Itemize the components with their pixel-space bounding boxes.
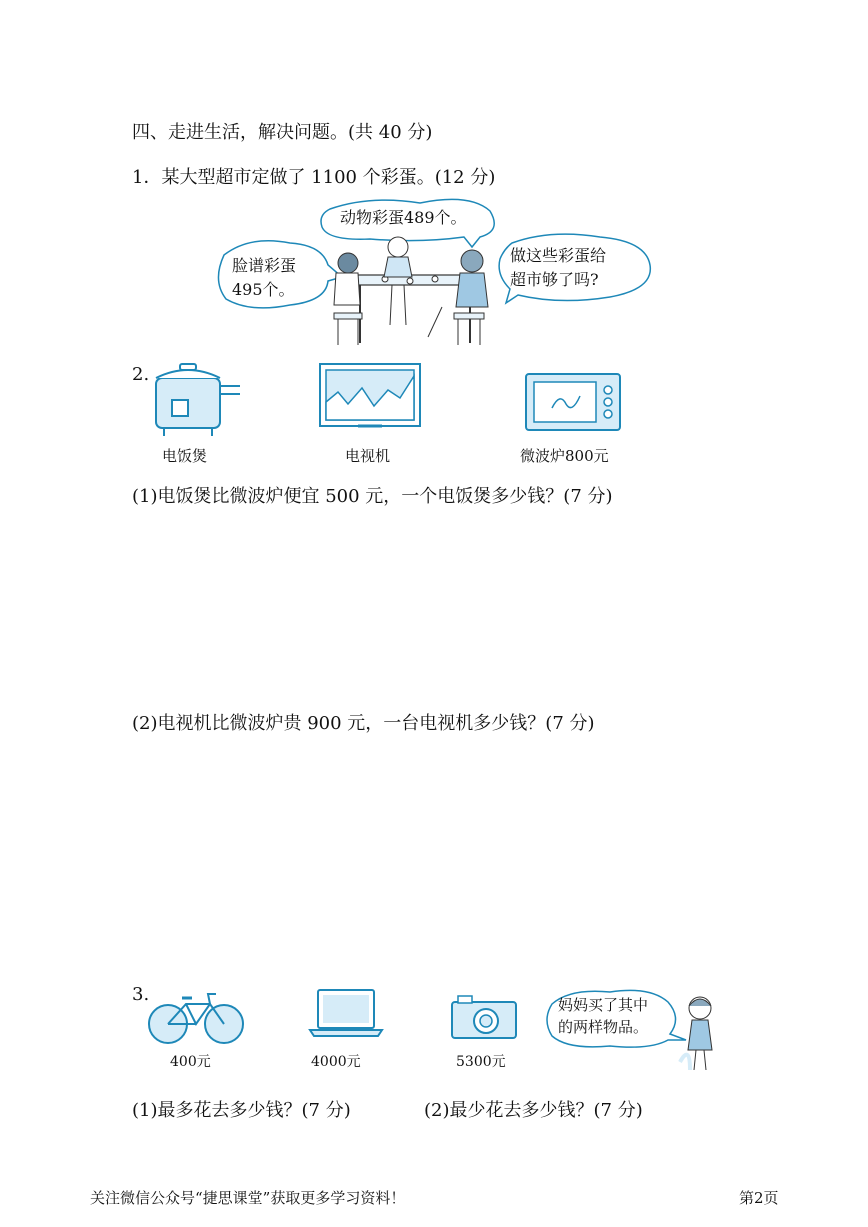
- bubble-question-line1: 做这些彩蛋给: [510, 246, 607, 265]
- laptop-price: 4000元: [311, 1054, 361, 1070]
- rice-cooker-icon: [148, 360, 244, 444]
- bicycle-icon: [146, 990, 246, 1050]
- question-3-bubble-line1: 妈妈买了其中: [558, 996, 649, 1014]
- question-3-part-2: (2)最少花去多少钱？(7 分): [424, 1100, 643, 1121]
- page-number: 第2页: [739, 1189, 779, 1207]
- question-3-part-1: (1)最多花去多少钱？(7 分): [132, 1100, 351, 1121]
- tv-icon: [318, 362, 422, 440]
- question-3-bubble-area: [540, 984, 728, 1074]
- question-2-number: 2.: [132, 364, 150, 385]
- camera-price: 5300元: [456, 1054, 506, 1070]
- section-title: 四、走进生活，解决问题。(共 40 分): [132, 122, 433, 143]
- camera-icon: [450, 994, 518, 1044]
- bubble-animal-eggs: 动物彩蛋489个。: [340, 208, 467, 227]
- footer-note: 关注微信公众号“捷思课堂”获取更多学习资料！: [90, 1189, 406, 1207]
- tv-label: 电视机: [345, 447, 391, 465]
- bubble-face-eggs-line2: 495个。: [232, 280, 295, 299]
- question-2-part-1: (1)电饭煲比微波炉便宜 500 元，一个电饭煲多少钱？(7 分): [132, 486, 613, 507]
- bicycle-price: 400元: [170, 1054, 211, 1070]
- question-2-part-2: (2)电视机比微波炉贵 900 元，一台电视机多少钱？(7 分): [132, 713, 595, 734]
- question-3-number: 3.: [132, 984, 150, 1005]
- laptop-icon: [306, 988, 386, 1042]
- bubble-face-eggs-line1: 脸谱彩蛋: [232, 256, 297, 275]
- microwave-icon: [524, 372, 622, 438]
- question-1-text: 1．某大型超市定做了 1100 个彩蛋。(12 分): [132, 167, 496, 188]
- question-1-illustration: [210, 195, 660, 355]
- bubble-question-line2: 超市够了吗?: [510, 270, 599, 289]
- microwave-label: 微波炉800元: [520, 447, 609, 465]
- rice-cooker-label: 电饭煲: [162, 447, 208, 465]
- question-3-bubble-line2: 的两样物品。: [558, 1018, 649, 1036]
